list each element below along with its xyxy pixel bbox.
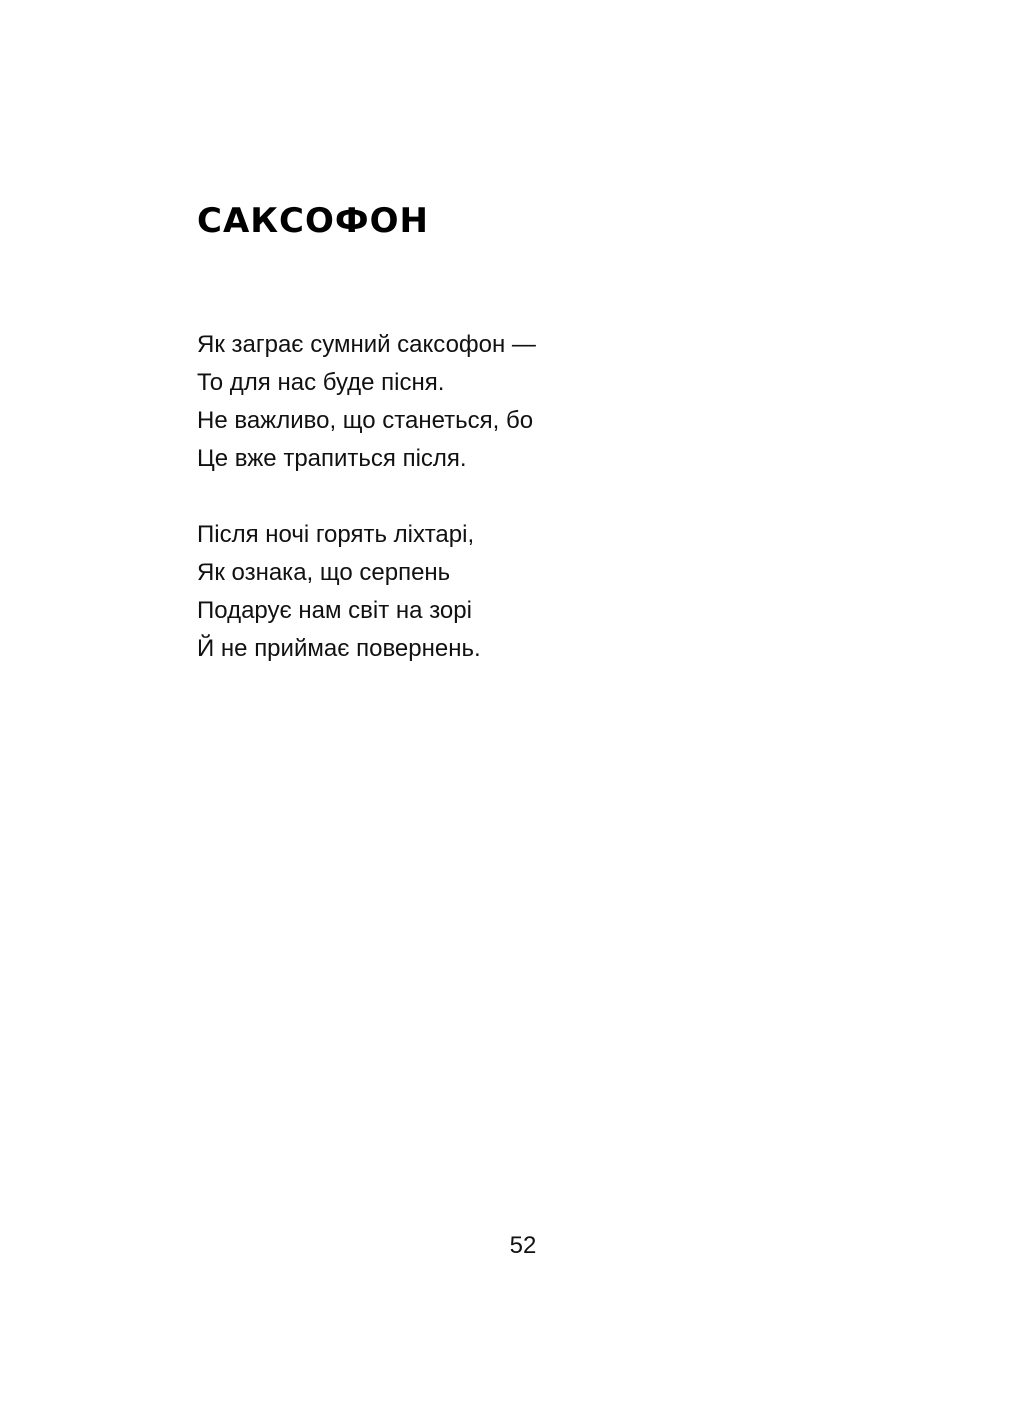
verse-line: Як ознака, що серпень [197,559,451,586]
verse-line: Після ночі горять ліхтарі, [197,521,475,548]
poem-body [197,326,536,668]
verse-line: Не важливо, що станеться, бо [197,407,534,434]
stanza-1 [197,326,536,478]
verse-line: Як заграє сумний саксофон — [197,331,536,358]
verse-line: Це вже трапиться після. [197,445,467,472]
verse-line: Подарує нам світ на зорі [197,597,472,624]
stanza-2 [197,516,536,668]
poem-title: САКСОФОН [197,201,429,241]
page-number: 52 [509,1232,537,1259]
verse-line: Й не приймає повернень. [197,635,481,662]
verse-line: То для нас буде пісня. [197,369,445,396]
